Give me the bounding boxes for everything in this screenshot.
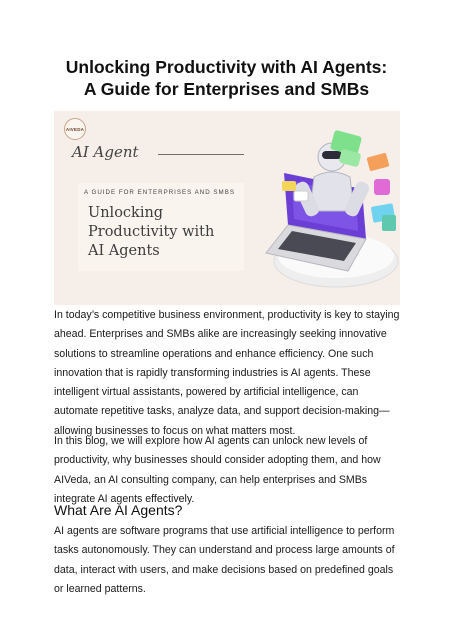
blog-overview-paragraph: In this blog, we will explore how AI agents can unlock new levels of productivity, why businesses should consider adopting them, and how AIVeda, an AI consulting company, can help enterprises and SMBs integrate AI agents effectively. xyxy=(54,435,381,505)
robot-visor xyxy=(322,151,342,159)
section-paragraph: AI agents are software programs that use artificial intelligence to perform tasks autonomously. They can understand and process large amounts of data, interact with users, and make decisions based on predefined goals or learned patterns. xyxy=(54,525,395,595)
page-title xyxy=(40,56,413,100)
divider-line xyxy=(158,154,244,155)
hero-heading-line-2: Productivity with xyxy=(88,224,215,240)
page-title-line-1: Unlocking Productivity with AI Agents: xyxy=(65,57,388,77)
hero-heading-line-3: AI Agents xyxy=(88,243,160,259)
page-title-line-2: A Guide for Enterprises and SMBs xyxy=(83,79,370,99)
robot-laptop-illustration xyxy=(244,111,400,305)
hero-heading xyxy=(88,204,214,261)
section-heading: What Are AI Agents? xyxy=(54,502,183,518)
script-title: AI Agent xyxy=(72,143,139,161)
note-white-icon xyxy=(294,191,308,201)
hero-heading-line-1: Unlocking xyxy=(88,205,164,221)
card-teal-icon xyxy=(382,215,396,231)
hero-text-card xyxy=(78,183,244,271)
hero-banner xyxy=(54,111,400,305)
hero-kicker: A GUIDE FOR ENTERPRISES AND SMBS xyxy=(84,189,235,196)
tile-pink-icon xyxy=(374,179,390,195)
intro-paragraph: In today’s competitive business environment, productivity is key to staying ahead. Enterprises and SMBs alike are increasingly seeking innovative solutions to streamline operations and enhance efficiency. One such innovation that is rapidly transforming industries is AI agents. These intelligent virtual assistants, powered by artificial intelligence, can automate repetitive tasks, analyze data, and support decision-making—allowing businesses to focus on what matters most. xyxy=(54,309,400,437)
message-orange-icon xyxy=(367,153,390,172)
note-yellow-icon xyxy=(282,181,296,191)
aiveda-logo: AIVEDA xyxy=(64,118,86,140)
